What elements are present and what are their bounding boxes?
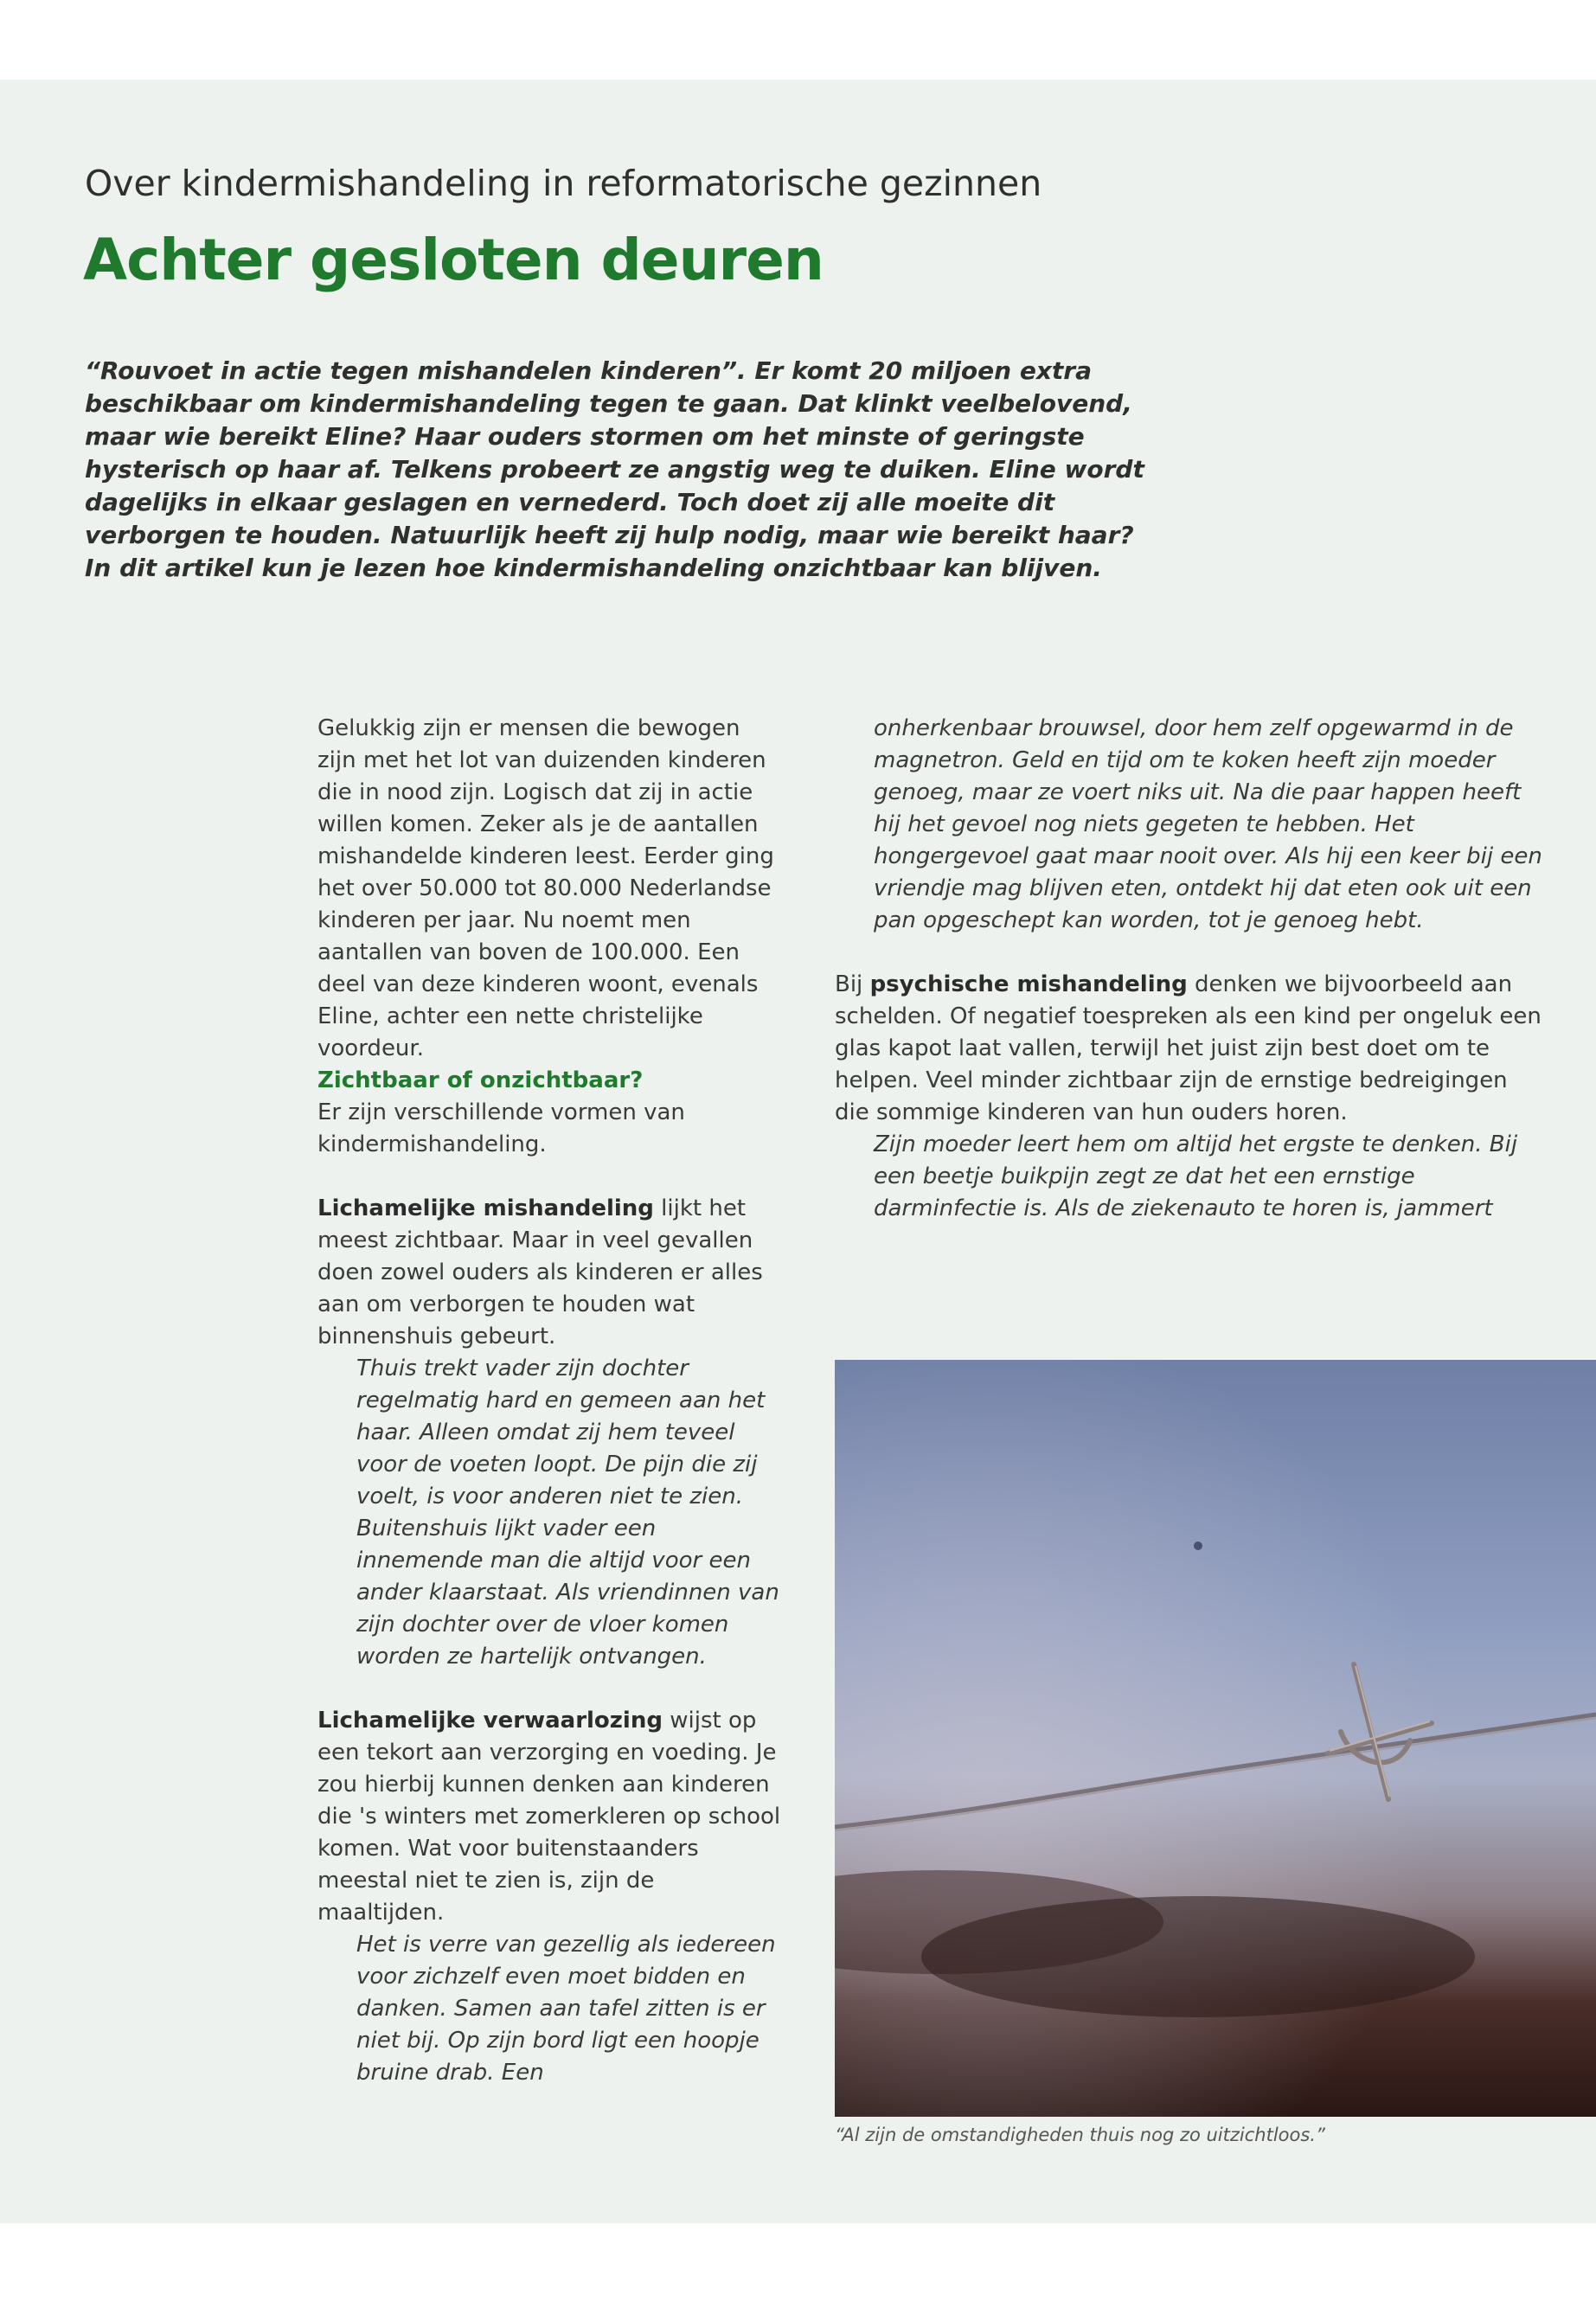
right-quote-1: onherkenbaar brouwsel, door hem zelf opgewarmd in de magnetron. Geld en tijd om te koken heeft zijn moeder genoeg, maar ze voert niks uit. Na die paar happen heeft hij het gevoel nog niets gegeten te hebben. Het hongergevoel gaat maar nooit over. Als hij een keer bij een vriendje mag blijven eten, ontdekt hij dat eten ook uit een pan opgeschept kan worden, tot je genoeg hebt.: [874, 715, 1542, 933]
term-lichamelijke-mishandeling: Lichamelijke mishandeling: [317, 1195, 654, 1221]
left-paragraph-4: [317, 1705, 785, 1929]
term-psychische-mishandeling: psychische mishandeling: [869, 971, 1188, 997]
section-subhead: Zichtbaar of onzichtbaar?: [317, 1067, 644, 1093]
right-paragraph-2-text: denken we bijvoorbeeld aan schelden. Of negatief toespreken als een kind per ongeluk een glas kapot laat vallen, terwijl het juist zijn best doet om te helpen. Veel minder zichtbaar zijn de ernstige bedreigingen die sommige kinderen van hun ouders horen.: [835, 971, 1542, 1125]
article-kicker: Over kindermishandeling in reformatorische gezinnen: [85, 163, 1042, 204]
left-quote-2: Het is verre van gezellig als iedereen voor zichzelf even moet bidden en danken. Samen aan tafel zitten is er niet bij. Op zijn bord ligt een hoopje bruine drab. Een: [356, 1932, 776, 2086]
left-paragraph-3-text: lijkt het meest zichtbaar. Maar in veel gevallen doen zowel ouders als kinderen er alles aan om verborgen te houden wat binnenshuis gebeurt.: [317, 1195, 763, 1349]
right-paragraph-2: [835, 969, 1544, 1129]
left-paragraph-1: Gelukkig zijn er mensen die bewogen zijn met het lot van duizenden kinderen die in nood zijn. Logisch dat zij in actie willen komen. Zeker als je de aantallen mishandelde kinderen leest. Eerder ging het over 50.000 tot 80.000 Nederlandse kinderen per jaar. Nu noemt men aantallen van boven de 100.000. Een deel van deze kinderen woont, evenals Eline, achter een nette christelijke voordeur.: [317, 715, 774, 1061]
article-intro: “Rouvoet in actie tegen mishandelen kinderen”. Er komt 20 miljoen extra beschikbaar om kindermishandeling tegen te gaan. Dat klinkt veelbelovend, maar wie bereikt Eline? Haar ouders stormen om het minste of geringste hysterisch op haar af. Telkens probeert ze angstig weg te duiken. Eline wordt dagelijks in elkaar geslagen en vernederd. Toch doet zij alle moeite dit verborgen te houden. Natuurlijk heeft zij hulp nodig, maar wie bereikt haar? In dit artikel kun je lezen hoe kindermishandeling onzichtbaar kan blijven.: [85, 356, 1144, 582]
magazine-page: [0, 80, 1596, 2223]
left-paragraph-3: [317, 1193, 785, 1353]
left-quote-1: Thuis trekt vader zijn dochter regelmatig hard en gemeen aan het haar. Alleen omdat zij hem teveel voor de voeten loopt. De pijn die zij voelt, is voor anderen niet te zien. Buitenshuis lijkt vader een innemende man die altijd voor een ander klaarstaat. Als vriendinnen van zijn dochter over de vloer komen worden ze hartelijk ontvangen.: [356, 1356, 779, 1670]
right-quote-2: Zijn moeder leert hem om altijd het ergste te denken. Bij een beetje buikpijn zegt ze dat het een ernstige darminfectie is. Als de ziekenauto te horen is, jammert: [874, 1131, 1518, 1221]
left-paragraph-2: Er zijn verschillende vormen van kindermishandeling.: [317, 1099, 685, 1157]
barbed-wire-image: [835, 1360, 1596, 2117]
photo-caption: “Al zijn de omstandigheden thuis nog zo uitzichtloos.”: [835, 2125, 1325, 2145]
left-paragraph-4-text: wijst op een tekort aan verzorging en voeding. Je zou hierbij kunnen denken aan kinderen die 's winters met zomerkleren op school komen. Wat voor buitenstaanders meestal niet te zien is, zijn de maaltijden.: [317, 1708, 781, 1926]
right-paragraph-2-pre: Bij: [835, 971, 870, 997]
term-lichamelijke-verwaarlozing: Lichamelijke verwaarlozing: [317, 1708, 663, 1734]
barbed-wire-photo: [835, 1360, 1596, 2117]
left-column: [317, 713, 785, 2089]
article-title: Achter gesloten deuren: [83, 227, 824, 293]
right-column: [835, 713, 1544, 1225]
